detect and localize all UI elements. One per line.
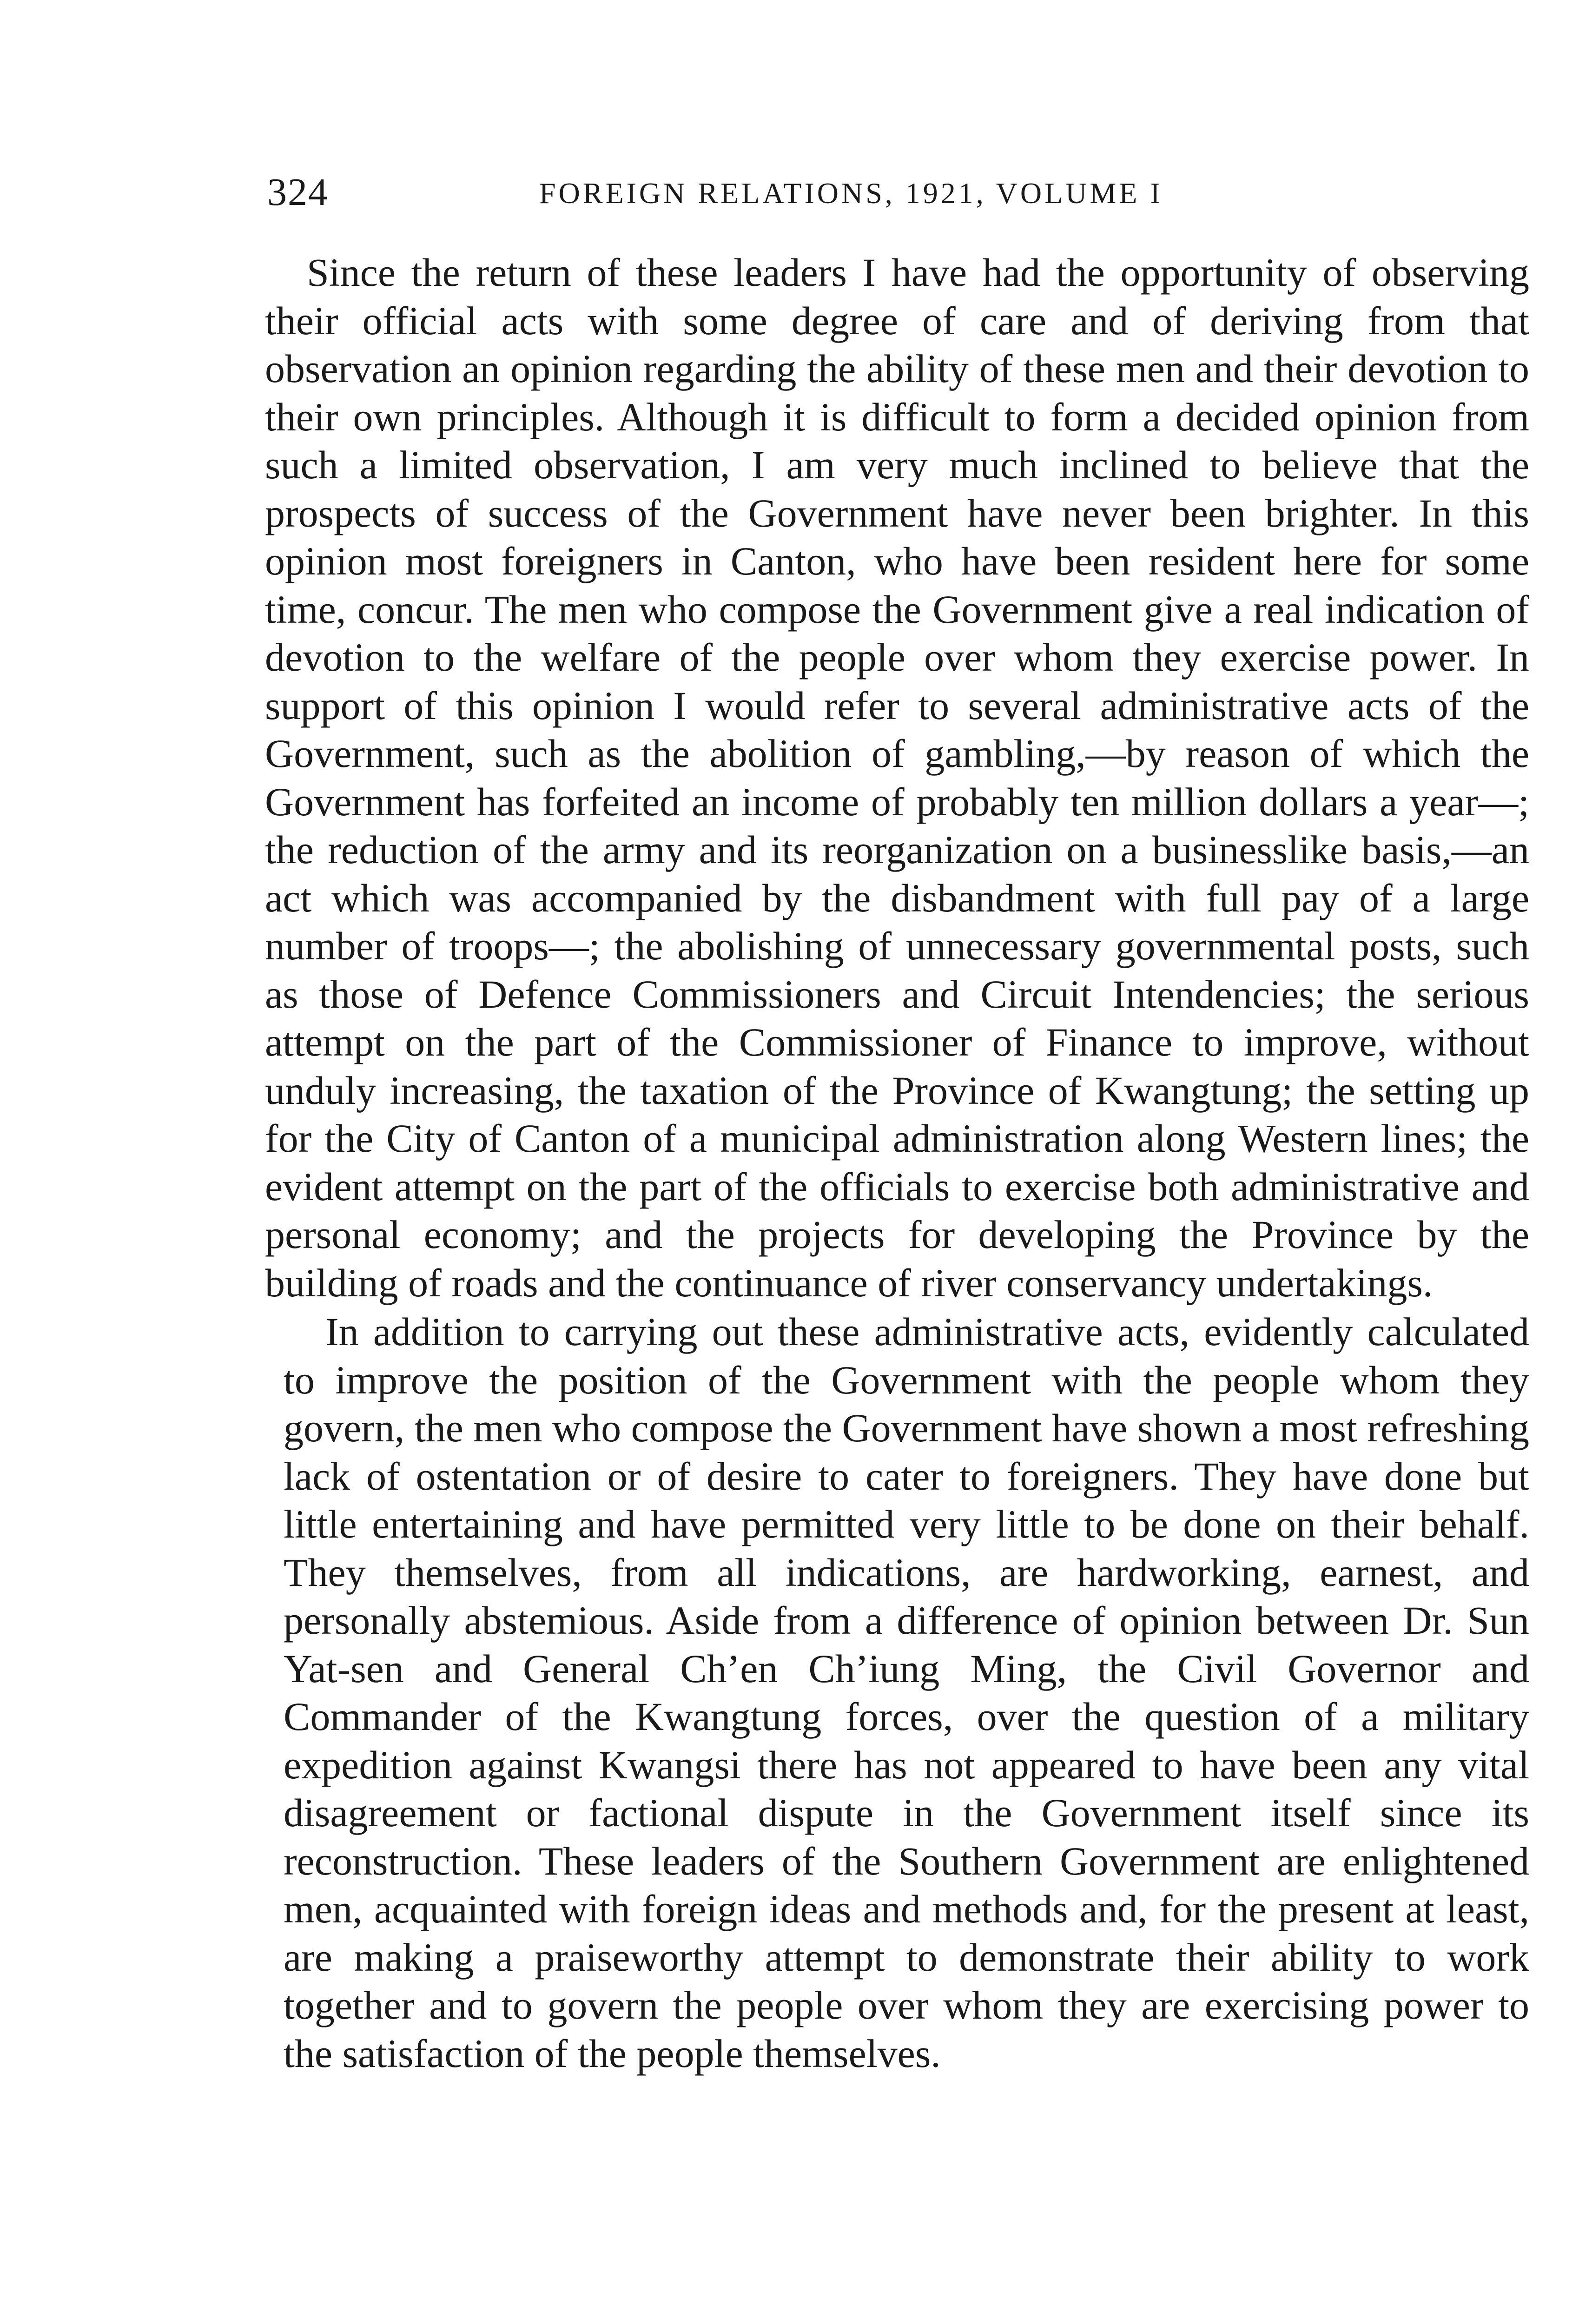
- body-text: [265, 249, 1529, 2078]
- running-head: FOREIGN RELATIONS, 1921, VOLUME I: [539, 177, 1163, 210]
- paragraph-1: Since the return of these leaders I have had the opportunity of observing their official acts with some degree of care and of deriving from that observation an opinion regarding the ability of these men and their devotion to their own principles. Although it is difficult to form a decided opinion from such a limited observation, I am very much inclined to believe that the prospects of success of the Government have never been brighter. In this opinion most foreigners in Canton, who have been resident here for some time, concur. The men who compose the Government give a real indication of devotion to the welfare of the people over whom they exercise power. In support of this opinion I would refer to several administrative acts of the Government, such as the abolition of gambling,—by reason of which the Government has forfeited an income of probably ten million dollars a year—; the reduction of the army and its reorganization on a businesslike basis,—an act which was accompanied by the disbandment with full pay of a large number of troops—; the abolishing of unnecessary governmental posts, such as those of Defence Commissioners and Circuit Intendencies; the serious attempt on the part of the Commissioner of Finance to improve, without unduly increasing, the taxation of the Province of Kwangtung; the setting up for the City of Canton of a municipal administration along Western lines; the evident attempt on the part of the officials to exercise both administrative and personal economy; and the projects for developing the Province by the building of roads and the continuance of river conservancy undertakings.: [265, 250, 1529, 1305]
- page-number: 324: [267, 171, 329, 214]
- paragraph-2: In addition to carrying out these administrative acts, evidently calculated to improve the position of the Government with the people whom they govern, the men who compose the Government have shown a most refreshing lack of ostentation or of desire to cater to foreigners. They have done but little entertaining and have permitted very little to be done on their behalf. They themselves, from all indications, are hardworking, earnest, and personally abstemious. Aside from a difference of opinion between Dr. Sun Yat-sen and General Ch’en Ch’iung Ming, the Civil Governor and Commander of the Kwangtung forces, over the question of a military expedition against Kwangsi there has not appeared to have been any vital disagreement or factional dispute in the Government itself since its reconstruction. These leaders of the Southern Government are enlightened men, acquainted with foreign ideas and methods and, for the present at least, are making a praiseworthy attempt to demonstrate their ability to work together and to govern the people over whom they are exercising power to the satisfaction of the people themselves.: [284, 1309, 1529, 2076]
